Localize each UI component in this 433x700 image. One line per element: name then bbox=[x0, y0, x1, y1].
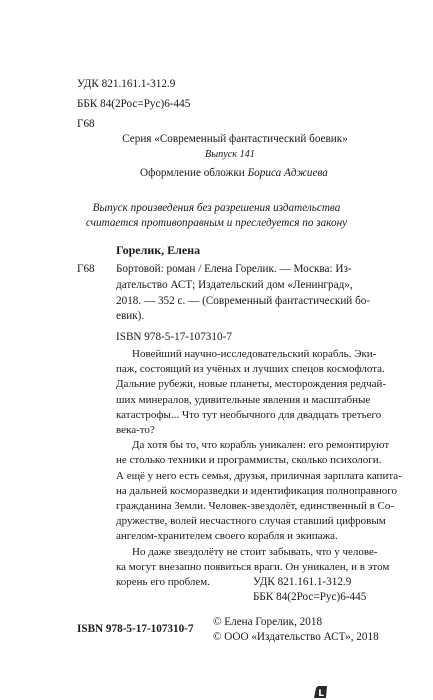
cover-artist: Бориса Аджиева bbox=[247, 167, 328, 179]
record-author: Горелик, Елена bbox=[116, 243, 201, 257]
record-line: дательство АСТ; Издательский дом «Ленинград», bbox=[116, 279, 353, 291]
annotation-line: не столько техники и программисты, сколько психологи. bbox=[116, 454, 382, 467]
issue-number: Выпуск 141 bbox=[205, 149, 255, 160]
annotation-line: Но даже звездолёту не стоит забывать, что у челове- bbox=[132, 545, 378, 558]
annotation-line: Да хотя бы то, что корабль уникален: его ремонтируют bbox=[132, 439, 390, 452]
annotation-line: ка могут внезапно появиться враги. Он уникален, и в этом bbox=[116, 560, 390, 573]
cover-credit bbox=[140, 166, 328, 180]
record-line: евик). bbox=[116, 310, 145, 322]
annotation-line: паж, состоящий из учёных и лучших спецов космофлота. bbox=[116, 363, 385, 376]
record-line: Бортовой: роман / Елена Горелик. — Москва: Из- bbox=[116, 263, 352, 275]
footer-udk: УДК 821.161.1-312.9 bbox=[253, 576, 352, 588]
record-isbn: ISBN 978-5-17-107310-7 bbox=[116, 331, 232, 343]
annotation-line: ангелом-хранителем своего корабля и экипажа. bbox=[116, 530, 338, 543]
annotation-line: века-то? bbox=[116, 424, 155, 436]
annotation-line: А ещё у него есть семья, друзья, приличная зарплата капита- bbox=[116, 469, 402, 482]
annotation-line: на дальней косморазведки и идентификация полноправного bbox=[116, 484, 398, 497]
record-line: 2018. — 352 с. — (Современный фантастический бо- bbox=[116, 295, 371, 307]
annotation-line: катастрофы... Что тут необычного для двадцать третьего bbox=[116, 408, 382, 421]
footer-isbn: ISBN 978-5-17-107310-7 bbox=[77, 623, 194, 635]
annotation-line: дружестве, волей несчастного случая ставший цифровым bbox=[116, 515, 386, 528]
bbk-code: ББК 84(2Рос=Рус)6-445 bbox=[77, 98, 191, 110]
record-mark: Г68 bbox=[77, 263, 95, 275]
copyright-warning-line: считается противоправным и преследуется по закону bbox=[85, 217, 348, 229]
svg-text:L: L bbox=[318, 689, 324, 699]
footer-bbk: ББК 84(2Рос=Рус)6-445 bbox=[253, 591, 367, 603]
annotation-line: гражданина Земли. Человек-звездолёт, единственный в Со- bbox=[116, 500, 395, 512]
copyright-warning-line: Выпуск произведения без разрешения издательства bbox=[92, 202, 341, 214]
udk-code: УДК 821.161.1-312.9 bbox=[77, 78, 176, 90]
annotation-line: Дальние рубежи, новые планеты, месторождения редчай- bbox=[116, 378, 387, 391]
annotation-line: ших минералов, удивительные явления и масштабные bbox=[116, 393, 371, 406]
annotation-line: Новейший научно-исследовательский корабль. Эки- bbox=[132, 348, 377, 360]
annotation-line: корень его проблем. bbox=[116, 576, 210, 588]
watermark-logo-icon bbox=[313, 685, 329, 699]
copyright-publisher: © ООО «Издательство АСТ», 2018 bbox=[213, 631, 379, 643]
cover-credit-prefix: Оформление обложки bbox=[140, 167, 248, 179]
author-mark: Г68 bbox=[77, 118, 95, 130]
copyright-author: © Елена Горелик, 2018 bbox=[213, 616, 323, 628]
series-title: Серия «Современный фантастический боевик» bbox=[122, 133, 348, 145]
